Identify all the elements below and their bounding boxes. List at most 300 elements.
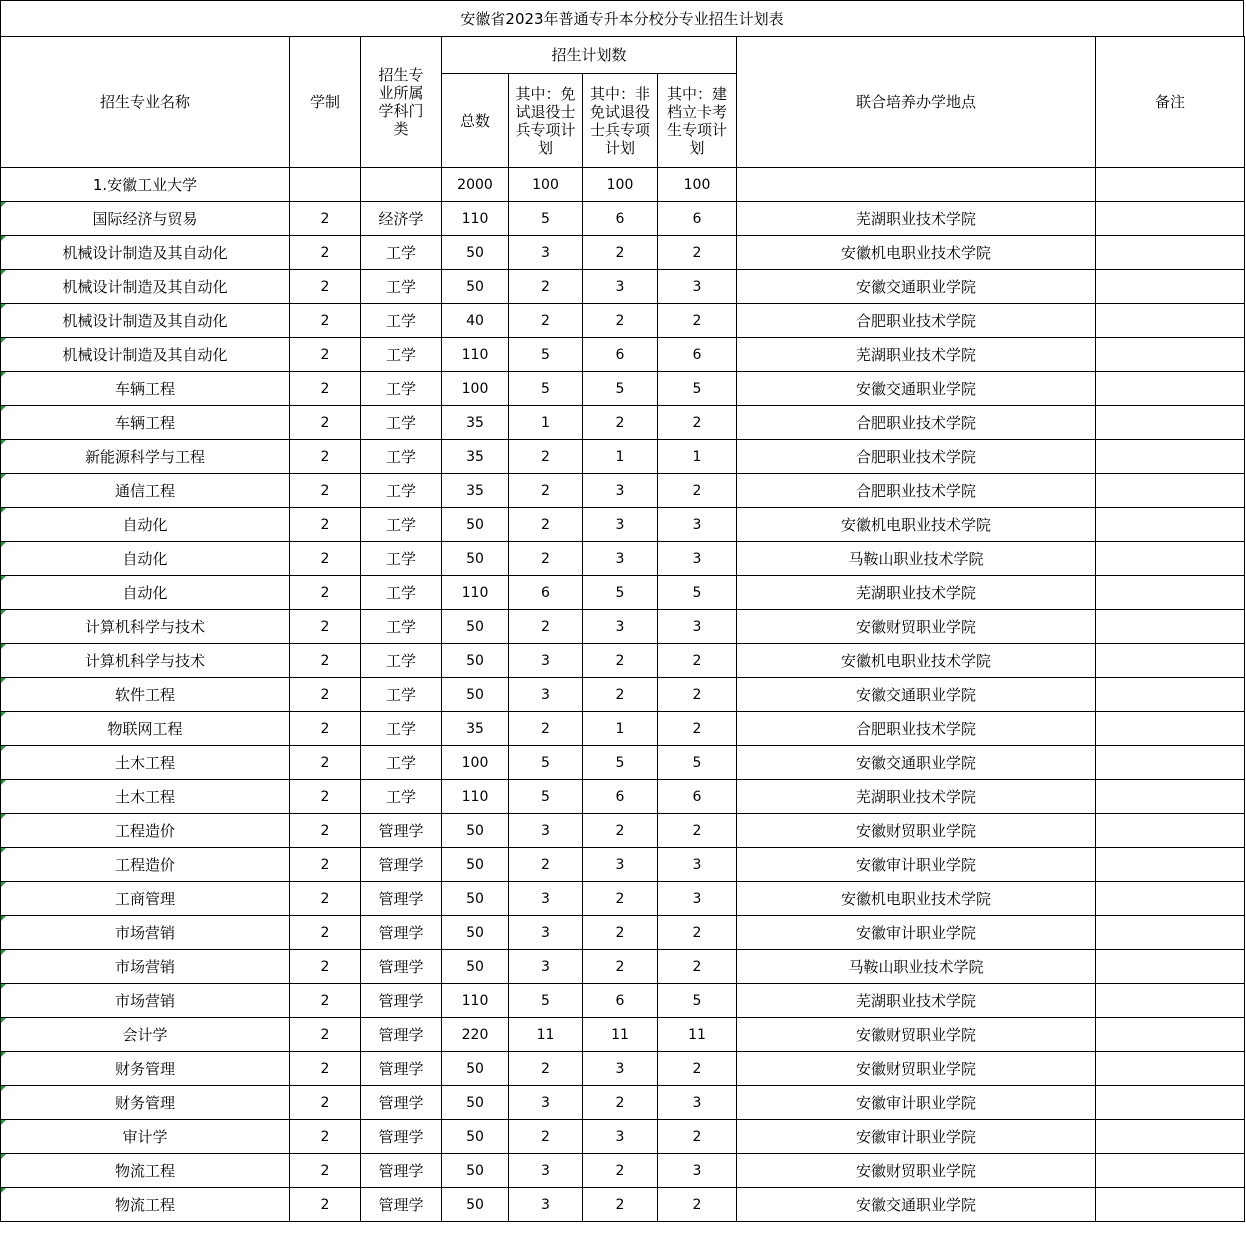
major-cell[interactable]: 通信工程: [1, 474, 290, 508]
duration-cell[interactable]: 2: [290, 440, 361, 474]
total-cell[interactable]: 2000: [442, 168, 509, 202]
major-cell[interactable]: 土木工程: [1, 780, 290, 814]
veteran-exempt-cell[interactable]: 5: [509, 746, 583, 780]
veteran-exempt-cell[interactable]: 2: [509, 474, 583, 508]
major-cell[interactable]: 工商管理: [1, 882, 290, 916]
total-cell[interactable]: 50: [442, 950, 509, 984]
major-cell[interactable]: 机械设计制造及其自动化: [1, 236, 290, 270]
poverty-cell[interactable]: 2: [658, 916, 737, 950]
total-cell[interactable]: 50: [442, 542, 509, 576]
veteran-exempt-cell[interactable]: 5: [509, 202, 583, 236]
note-cell[interactable]: [1096, 1018, 1245, 1052]
veteran-exempt-cell[interactable]: 3: [509, 678, 583, 712]
location-cell[interactable]: 安徽财贸职业学院: [737, 1154, 1096, 1188]
veteran-nonexempt-cell[interactable]: 2: [583, 814, 658, 848]
note-cell[interactable]: [1096, 338, 1245, 372]
location-cell[interactable]: 合肥职业技术学院: [737, 440, 1096, 474]
note-cell[interactable]: [1096, 746, 1245, 780]
veteran-nonexempt-cell[interactable]: 2: [583, 1154, 658, 1188]
note-cell[interactable]: [1096, 270, 1245, 304]
veteran-exempt-cell[interactable]: 2: [509, 1120, 583, 1154]
major-cell[interactable]: 1.安徽工业大学: [1, 168, 290, 202]
veteran-nonexempt-cell[interactable]: 3: [583, 508, 658, 542]
duration-cell[interactable]: 2: [290, 780, 361, 814]
category-cell[interactable]: 管理学: [361, 1154, 442, 1188]
poverty-cell[interactable]: 2: [658, 814, 737, 848]
table-row: [1, 916, 1245, 950]
total-cell[interactable]: 100: [442, 372, 509, 406]
location-cell[interactable]: 安徽机电职业技术学院: [737, 644, 1096, 678]
veteran-exempt-cell[interactable]: 2: [509, 440, 583, 474]
major-cell[interactable]: 市场营销: [1, 950, 290, 984]
major-cell[interactable]: 市场营销: [1, 916, 290, 950]
note-cell[interactable]: [1096, 780, 1245, 814]
major-cell[interactable]: 自动化: [1, 576, 290, 610]
poverty-cell[interactable]: 3: [658, 610, 737, 644]
duration-cell[interactable]: 2: [290, 1052, 361, 1086]
total-cell[interactable]: 220: [442, 1018, 509, 1052]
location-cell[interactable]: 安徽交通职业学院: [737, 270, 1096, 304]
duration-cell[interactable]: 2: [290, 746, 361, 780]
veteran-nonexempt-cell[interactable]: 5: [583, 746, 658, 780]
major-cell[interactable]: 审计学: [1, 1120, 290, 1154]
category-cell[interactable]: 管理学: [361, 814, 442, 848]
note-cell[interactable]: [1096, 814, 1245, 848]
duration-cell[interactable]: 2: [290, 542, 361, 576]
veteran-nonexempt-cell[interactable]: 6: [583, 984, 658, 1018]
table-row: [1, 508, 1245, 542]
total-cell[interactable]: 50: [442, 610, 509, 644]
category-cell[interactable]: 管理学: [361, 882, 442, 916]
major-cell[interactable]: 车辆工程: [1, 406, 290, 440]
category-cell[interactable]: 工学: [361, 338, 442, 372]
total-cell[interactable]: 110: [442, 780, 509, 814]
veteran-nonexempt-cell[interactable]: 3: [583, 270, 658, 304]
total-cell[interactable]: 40: [442, 304, 509, 338]
total-cell[interactable]: 50: [442, 1052, 509, 1086]
poverty-cell[interactable]: 6: [658, 780, 737, 814]
total-cell[interactable]: 100: [442, 746, 509, 780]
duration-cell[interactable]: 2: [290, 406, 361, 440]
duration-cell[interactable]: 2: [290, 644, 361, 678]
total-cell[interactable]: 110: [442, 984, 509, 1018]
location-cell[interactable]: 马鞍山职业技术学院: [737, 542, 1096, 576]
note-cell[interactable]: [1096, 542, 1245, 576]
veteran-nonexempt-cell[interactable]: 11: [583, 1018, 658, 1052]
duration-cell[interactable]: 2: [290, 236, 361, 270]
total-cell[interactable]: 50: [442, 1188, 509, 1222]
note-cell[interactable]: [1096, 202, 1245, 236]
veteran-exempt-cell[interactable]: 3: [509, 950, 583, 984]
location-cell[interactable]: [737, 168, 1096, 202]
veteran-nonexempt-cell[interactable]: 3: [583, 474, 658, 508]
location-cell[interactable]: 合肥职业技术学院: [737, 474, 1096, 508]
veteran-exempt-cell[interactable]: 3: [509, 1154, 583, 1188]
veteran-exempt-cell[interactable]: 2: [509, 270, 583, 304]
poverty-cell[interactable]: 3: [658, 542, 737, 576]
veteran-exempt-cell[interactable]: 5: [509, 780, 583, 814]
note-cell[interactable]: [1096, 712, 1245, 746]
major-cell[interactable]: 物流工程: [1, 1188, 290, 1222]
header-note[interactable]: 备注: [1096, 37, 1245, 168]
veteran-exempt-cell[interactable]: 100: [509, 168, 583, 202]
veteran-nonexempt-cell[interactable]: 6: [583, 338, 658, 372]
header-veteran-nonexempt[interactable]: 其中：非免试退役士兵专项计划: [583, 74, 658, 168]
poverty-cell[interactable]: 3: [658, 270, 737, 304]
location-cell[interactable]: 芜湖职业技术学院: [737, 338, 1096, 372]
veteran-nonexempt-cell[interactable]: 5: [583, 576, 658, 610]
location-cell[interactable]: 安徽财贸职业学院: [737, 1052, 1096, 1086]
major-cell[interactable]: 车辆工程: [1, 372, 290, 406]
total-cell[interactable]: 50: [442, 644, 509, 678]
veteran-nonexempt-cell[interactable]: 2: [583, 882, 658, 916]
category-cell[interactable]: 管理学: [361, 848, 442, 882]
total-cell[interactable]: 50: [442, 848, 509, 882]
category-cell[interactable]: 管理学: [361, 1086, 442, 1120]
total-cell[interactable]: 50: [442, 236, 509, 270]
veteran-nonexempt-cell[interactable]: 2: [583, 304, 658, 338]
major-cell[interactable]: 财务管理: [1, 1086, 290, 1120]
table-row: [1, 780, 1245, 814]
major-cell[interactable]: 机械设计制造及其自动化: [1, 270, 290, 304]
category-cell[interactable]: 工学: [361, 440, 442, 474]
duration-cell[interactable]: 2: [290, 508, 361, 542]
category-cell[interactable]: 工学: [361, 644, 442, 678]
note-cell[interactable]: [1096, 610, 1245, 644]
note-cell[interactable]: [1096, 678, 1245, 712]
poverty-cell[interactable]: 2: [658, 678, 737, 712]
note-cell[interactable]: [1096, 372, 1245, 406]
veteran-nonexempt-cell[interactable]: 1: [583, 712, 658, 746]
veteran-nonexempt-cell[interactable]: 3: [583, 610, 658, 644]
category-cell[interactable]: 工学: [361, 236, 442, 270]
header-total[interactable]: 总数: [442, 74, 509, 168]
category-cell[interactable]: 工学: [361, 780, 442, 814]
poverty-cell[interactable]: 3: [658, 1154, 737, 1188]
duration-cell[interactable]: [290, 168, 361, 202]
veteran-exempt-cell[interactable]: 3: [509, 644, 583, 678]
veteran-nonexempt-cell[interactable]: 2: [583, 950, 658, 984]
major-cell[interactable]: 机械设计制造及其自动化: [1, 304, 290, 338]
category-cell[interactable]: 工学: [361, 746, 442, 780]
table-row: [1, 1154, 1245, 1188]
veteran-exempt-cell[interactable]: 5: [509, 338, 583, 372]
total-cell[interactable]: 35: [442, 474, 509, 508]
note-cell[interactable]: [1096, 168, 1245, 202]
table-row: [1, 338, 1245, 372]
poverty-cell[interactable]: 2: [658, 950, 737, 984]
total-cell[interactable]: 50: [442, 678, 509, 712]
category-cell[interactable]: 管理学: [361, 950, 442, 984]
table-row: [1, 950, 1245, 984]
total-cell[interactable]: 50: [442, 1120, 509, 1154]
veteran-nonexempt-cell[interactable]: 2: [583, 1086, 658, 1120]
major-cell[interactable]: 计算机科学与技术: [1, 610, 290, 644]
location-cell[interactable]: 马鞍山职业技术学院: [737, 950, 1096, 984]
duration-cell[interactable]: 2: [290, 338, 361, 372]
duration-cell[interactable]: 2: [290, 1188, 361, 1222]
major-cell[interactable]: 自动化: [1, 508, 290, 542]
category-cell[interactable]: 工学: [361, 610, 442, 644]
major-cell[interactable]: 新能源科学与工程: [1, 440, 290, 474]
duration-cell[interactable]: 2: [290, 610, 361, 644]
total-cell[interactable]: 110: [442, 202, 509, 236]
veteran-exempt-cell[interactable]: 2: [509, 1052, 583, 1086]
location-cell[interactable]: 安徽财贸职业学院: [737, 610, 1096, 644]
header-plan-group[interactable]: 招生计划数: [442, 37, 737, 74]
major-cell[interactable]: 自动化: [1, 542, 290, 576]
total-cell[interactable]: 50: [442, 508, 509, 542]
veteran-exempt-cell[interactable]: 2: [509, 508, 583, 542]
duration-cell[interactable]: 2: [290, 1018, 361, 1052]
duration-cell[interactable]: 2: [290, 984, 361, 1018]
note-cell[interactable]: [1096, 304, 1245, 338]
header-location[interactable]: 联合培养办学地点: [737, 37, 1096, 168]
veteran-nonexempt-cell[interactable]: 2: [583, 678, 658, 712]
total-cell[interactable]: 35: [442, 406, 509, 440]
header-veteran-exempt[interactable]: 其中：免试退役士兵专项计划: [509, 74, 583, 168]
duration-cell[interactable]: 2: [290, 1086, 361, 1120]
veteran-nonexempt-cell[interactable]: 6: [583, 202, 658, 236]
veteran-nonexempt-cell[interactable]: 5: [583, 372, 658, 406]
location-cell[interactable]: 安徽审计职业学院: [737, 1086, 1096, 1120]
category-cell[interactable]: 工学: [361, 372, 442, 406]
major-cell[interactable]: 会计学: [1, 1018, 290, 1052]
poverty-cell[interactable]: 2: [658, 644, 737, 678]
major-cell[interactable]: 物联网工程: [1, 712, 290, 746]
note-cell[interactable]: [1096, 508, 1245, 542]
poverty-cell[interactable]: 5: [658, 746, 737, 780]
veteran-nonexempt-cell[interactable]: 100: [583, 168, 658, 202]
category-cell[interactable]: 经济学: [361, 202, 442, 236]
poverty-cell[interactable]: 2: [658, 1188, 737, 1222]
header-major[interactable]: 招生专业名称: [1, 37, 290, 168]
veteran-exempt-cell[interactable]: 3: [509, 1188, 583, 1222]
major-cell[interactable]: 国际经济与贸易: [1, 202, 290, 236]
table-row: [1, 168, 1245, 202]
duration-cell[interactable]: 2: [290, 270, 361, 304]
location-cell[interactable]: 芜湖职业技术学院: [737, 576, 1096, 610]
note-cell[interactable]: [1096, 916, 1245, 950]
location-cell[interactable]: 安徽交通职业学院: [737, 746, 1096, 780]
location-cell[interactable]: 安徽财贸职业学院: [737, 814, 1096, 848]
category-cell[interactable]: 工学: [361, 270, 442, 304]
category-cell[interactable]: 工学: [361, 406, 442, 440]
location-cell[interactable]: 安徽交通职业学院: [737, 678, 1096, 712]
location-cell[interactable]: 安徽审计职业学院: [737, 848, 1096, 882]
poverty-cell[interactable]: 2: [658, 236, 737, 270]
veteran-exempt-cell[interactable]: 1: [509, 406, 583, 440]
duration-cell[interactable]: 2: [290, 814, 361, 848]
veteran-nonexempt-cell[interactable]: 2: [583, 406, 658, 440]
duration-cell[interactable]: 2: [290, 848, 361, 882]
total-cell[interactable]: 50: [442, 916, 509, 950]
note-cell[interactable]: [1096, 1086, 1245, 1120]
veteran-exempt-cell[interactable]: 3: [509, 882, 583, 916]
category-cell[interactable]: 工学: [361, 576, 442, 610]
duration-cell[interactable]: 2: [290, 576, 361, 610]
note-cell[interactable]: [1096, 882, 1245, 916]
category-cell[interactable]: 工学: [361, 304, 442, 338]
poverty-cell[interactable]: 2: [658, 1052, 737, 1086]
location-cell[interactable]: 芜湖职业技术学院: [737, 984, 1096, 1018]
location-cell[interactable]: 芜湖职业技术学院: [737, 202, 1096, 236]
location-cell[interactable]: 安徽交通职业学院: [737, 1188, 1096, 1222]
veteran-exempt-cell[interactable]: 3: [509, 236, 583, 270]
duration-cell[interactable]: 2: [290, 1154, 361, 1188]
note-cell[interactable]: [1096, 984, 1245, 1018]
poverty-cell[interactable]: 2: [658, 712, 737, 746]
note-cell[interactable]: [1096, 440, 1245, 474]
location-cell[interactable]: 安徽审计职业学院: [737, 1120, 1096, 1154]
note-cell[interactable]: [1096, 406, 1245, 440]
total-cell[interactable]: 50: [442, 270, 509, 304]
location-cell[interactable]: 合肥职业技术学院: [737, 712, 1096, 746]
veteran-exempt-cell[interactable]: 2: [509, 848, 583, 882]
category-cell[interactable]: 管理学: [361, 1018, 442, 1052]
table-row: [1, 474, 1245, 508]
veteran-nonexempt-cell[interactable]: 3: [583, 848, 658, 882]
category-cell[interactable]: 工学: [361, 474, 442, 508]
veteran-exempt-cell[interactable]: 5: [509, 372, 583, 406]
category-cell[interactable]: 管理学: [361, 1188, 442, 1222]
poverty-cell[interactable]: 2: [658, 406, 737, 440]
major-cell[interactable]: 工程造价: [1, 814, 290, 848]
veteran-exempt-cell[interactable]: 3: [509, 1086, 583, 1120]
total-cell[interactable]: 50: [442, 814, 509, 848]
location-cell[interactable]: 安徽机电职业技术学院: [737, 236, 1096, 270]
location-cell[interactable]: 合肥职业技术学院: [737, 406, 1096, 440]
poverty-cell[interactable]: 100: [658, 168, 737, 202]
header-category[interactable]: 招生专业所属学科门类: [361, 37, 442, 168]
poverty-cell[interactable]: 3: [658, 508, 737, 542]
veteran-nonexempt-cell[interactable]: 2: [583, 916, 658, 950]
duration-cell[interactable]: 2: [290, 304, 361, 338]
poverty-cell[interactable]: 3: [658, 1086, 737, 1120]
veteran-nonexempt-cell[interactable]: 3: [583, 1052, 658, 1086]
duration-cell[interactable]: 2: [290, 916, 361, 950]
veteran-nonexempt-cell[interactable]: 3: [583, 542, 658, 576]
category-cell[interactable]: 管理学: [361, 1052, 442, 1086]
veteran-exempt-cell[interactable]: 2: [509, 610, 583, 644]
header-poverty[interactable]: 其中：建档立卡考生专项计划: [658, 74, 737, 168]
major-cell[interactable]: 财务管理: [1, 1052, 290, 1086]
veteran-exempt-cell[interactable]: 3: [509, 916, 583, 950]
note-cell[interactable]: [1096, 1188, 1245, 1222]
location-cell[interactable]: 安徽交通职业学院: [737, 372, 1096, 406]
duration-cell[interactable]: 2: [290, 372, 361, 406]
veteran-nonexempt-cell[interactable]: 2: [583, 644, 658, 678]
duration-cell[interactable]: 2: [290, 1120, 361, 1154]
location-cell[interactable]: 合肥职业技术学院: [737, 304, 1096, 338]
veteran-exempt-cell[interactable]: 5: [509, 984, 583, 1018]
veteran-exempt-cell[interactable]: 2: [509, 304, 583, 338]
total-cell[interactable]: 35: [442, 440, 509, 474]
veteran-exempt-cell[interactable]: 11: [509, 1018, 583, 1052]
note-cell[interactable]: [1096, 1154, 1245, 1188]
major-cell[interactable]: 机械设计制造及其自动化: [1, 338, 290, 372]
table-row: [1, 644, 1245, 678]
veteran-nonexempt-cell[interactable]: 2: [583, 1188, 658, 1222]
table-row: [1, 440, 1245, 474]
location-cell[interactable]: 芜湖职业技术学院: [737, 780, 1096, 814]
poverty-cell[interactable]: 3: [658, 848, 737, 882]
major-cell[interactable]: 土木工程: [1, 746, 290, 780]
major-cell[interactable]: 市场营销: [1, 984, 290, 1018]
poverty-cell[interactable]: 5: [658, 984, 737, 1018]
total-cell[interactable]: 50: [442, 882, 509, 916]
category-cell[interactable]: 工学: [361, 508, 442, 542]
major-cell[interactable]: 工程造价: [1, 848, 290, 882]
poverty-cell[interactable]: 6: [658, 338, 737, 372]
poverty-cell[interactable]: 5: [658, 576, 737, 610]
veteran-nonexempt-cell[interactable]: 1: [583, 440, 658, 474]
note-cell[interactable]: [1096, 1052, 1245, 1086]
duration-cell[interactable]: 2: [290, 882, 361, 916]
note-cell[interactable]: [1096, 950, 1245, 984]
major-cell[interactable]: 计算机科学与技术: [1, 644, 290, 678]
veteran-nonexempt-cell[interactable]: 3: [583, 1120, 658, 1154]
location-cell[interactable]: 安徽机电职业技术学院: [737, 882, 1096, 916]
duration-cell[interactable]: 2: [290, 474, 361, 508]
category-cell[interactable]: 工学: [361, 678, 442, 712]
duration-cell[interactable]: 2: [290, 712, 361, 746]
veteran-exempt-cell[interactable]: 6: [509, 576, 583, 610]
poverty-cell[interactable]: 1: [658, 440, 737, 474]
table-row: [1, 1120, 1245, 1154]
poverty-cell[interactable]: 11: [658, 1018, 737, 1052]
poverty-cell[interactable]: 2: [658, 1120, 737, 1154]
total-cell[interactable]: 35: [442, 712, 509, 746]
total-cell[interactable]: 50: [442, 1154, 509, 1188]
veteran-exempt-cell[interactable]: 3: [509, 814, 583, 848]
note-cell[interactable]: [1096, 236, 1245, 270]
total-cell[interactable]: 110: [442, 576, 509, 610]
major-cell[interactable]: 软件工程: [1, 678, 290, 712]
duration-cell[interactable]: 2: [290, 202, 361, 236]
location-cell[interactable]: 安徽机电职业技术学院: [737, 508, 1096, 542]
poverty-cell[interactable]: 6: [658, 202, 737, 236]
note-cell[interactable]: [1096, 848, 1245, 882]
category-cell[interactable]: 管理学: [361, 984, 442, 1018]
veteran-nonexempt-cell[interactable]: 6: [583, 780, 658, 814]
poverty-cell[interactable]: 3: [658, 882, 737, 916]
duration-cell[interactable]: 2: [290, 950, 361, 984]
category-cell[interactable]: 管理学: [361, 1120, 442, 1154]
note-cell[interactable]: [1096, 1120, 1245, 1154]
total-cell[interactable]: 50: [442, 1086, 509, 1120]
header-duration[interactable]: 学制: [290, 37, 361, 168]
veteran-nonexempt-cell[interactable]: 2: [583, 236, 658, 270]
total-cell[interactable]: 110: [442, 338, 509, 372]
note-cell[interactable]: [1096, 474, 1245, 508]
poverty-cell[interactable]: 2: [658, 304, 737, 338]
major-cell[interactable]: 物流工程: [1, 1154, 290, 1188]
location-cell[interactable]: 安徽财贸职业学院: [737, 1018, 1096, 1052]
poverty-cell[interactable]: 5: [658, 372, 737, 406]
veteran-exempt-cell[interactable]: 2: [509, 712, 583, 746]
note-cell[interactable]: [1096, 644, 1245, 678]
veteran-exempt-cell[interactable]: 2: [509, 542, 583, 576]
category-cell[interactable]: 工学: [361, 712, 442, 746]
category-cell[interactable]: [361, 168, 442, 202]
location-cell[interactable]: 安徽审计职业学院: [737, 916, 1096, 950]
poverty-cell[interactable]: 2: [658, 474, 737, 508]
note-cell[interactable]: [1096, 576, 1245, 610]
category-cell[interactable]: 管理学: [361, 916, 442, 950]
duration-cell[interactable]: 2: [290, 678, 361, 712]
category-cell[interactable]: 工学: [361, 542, 442, 576]
